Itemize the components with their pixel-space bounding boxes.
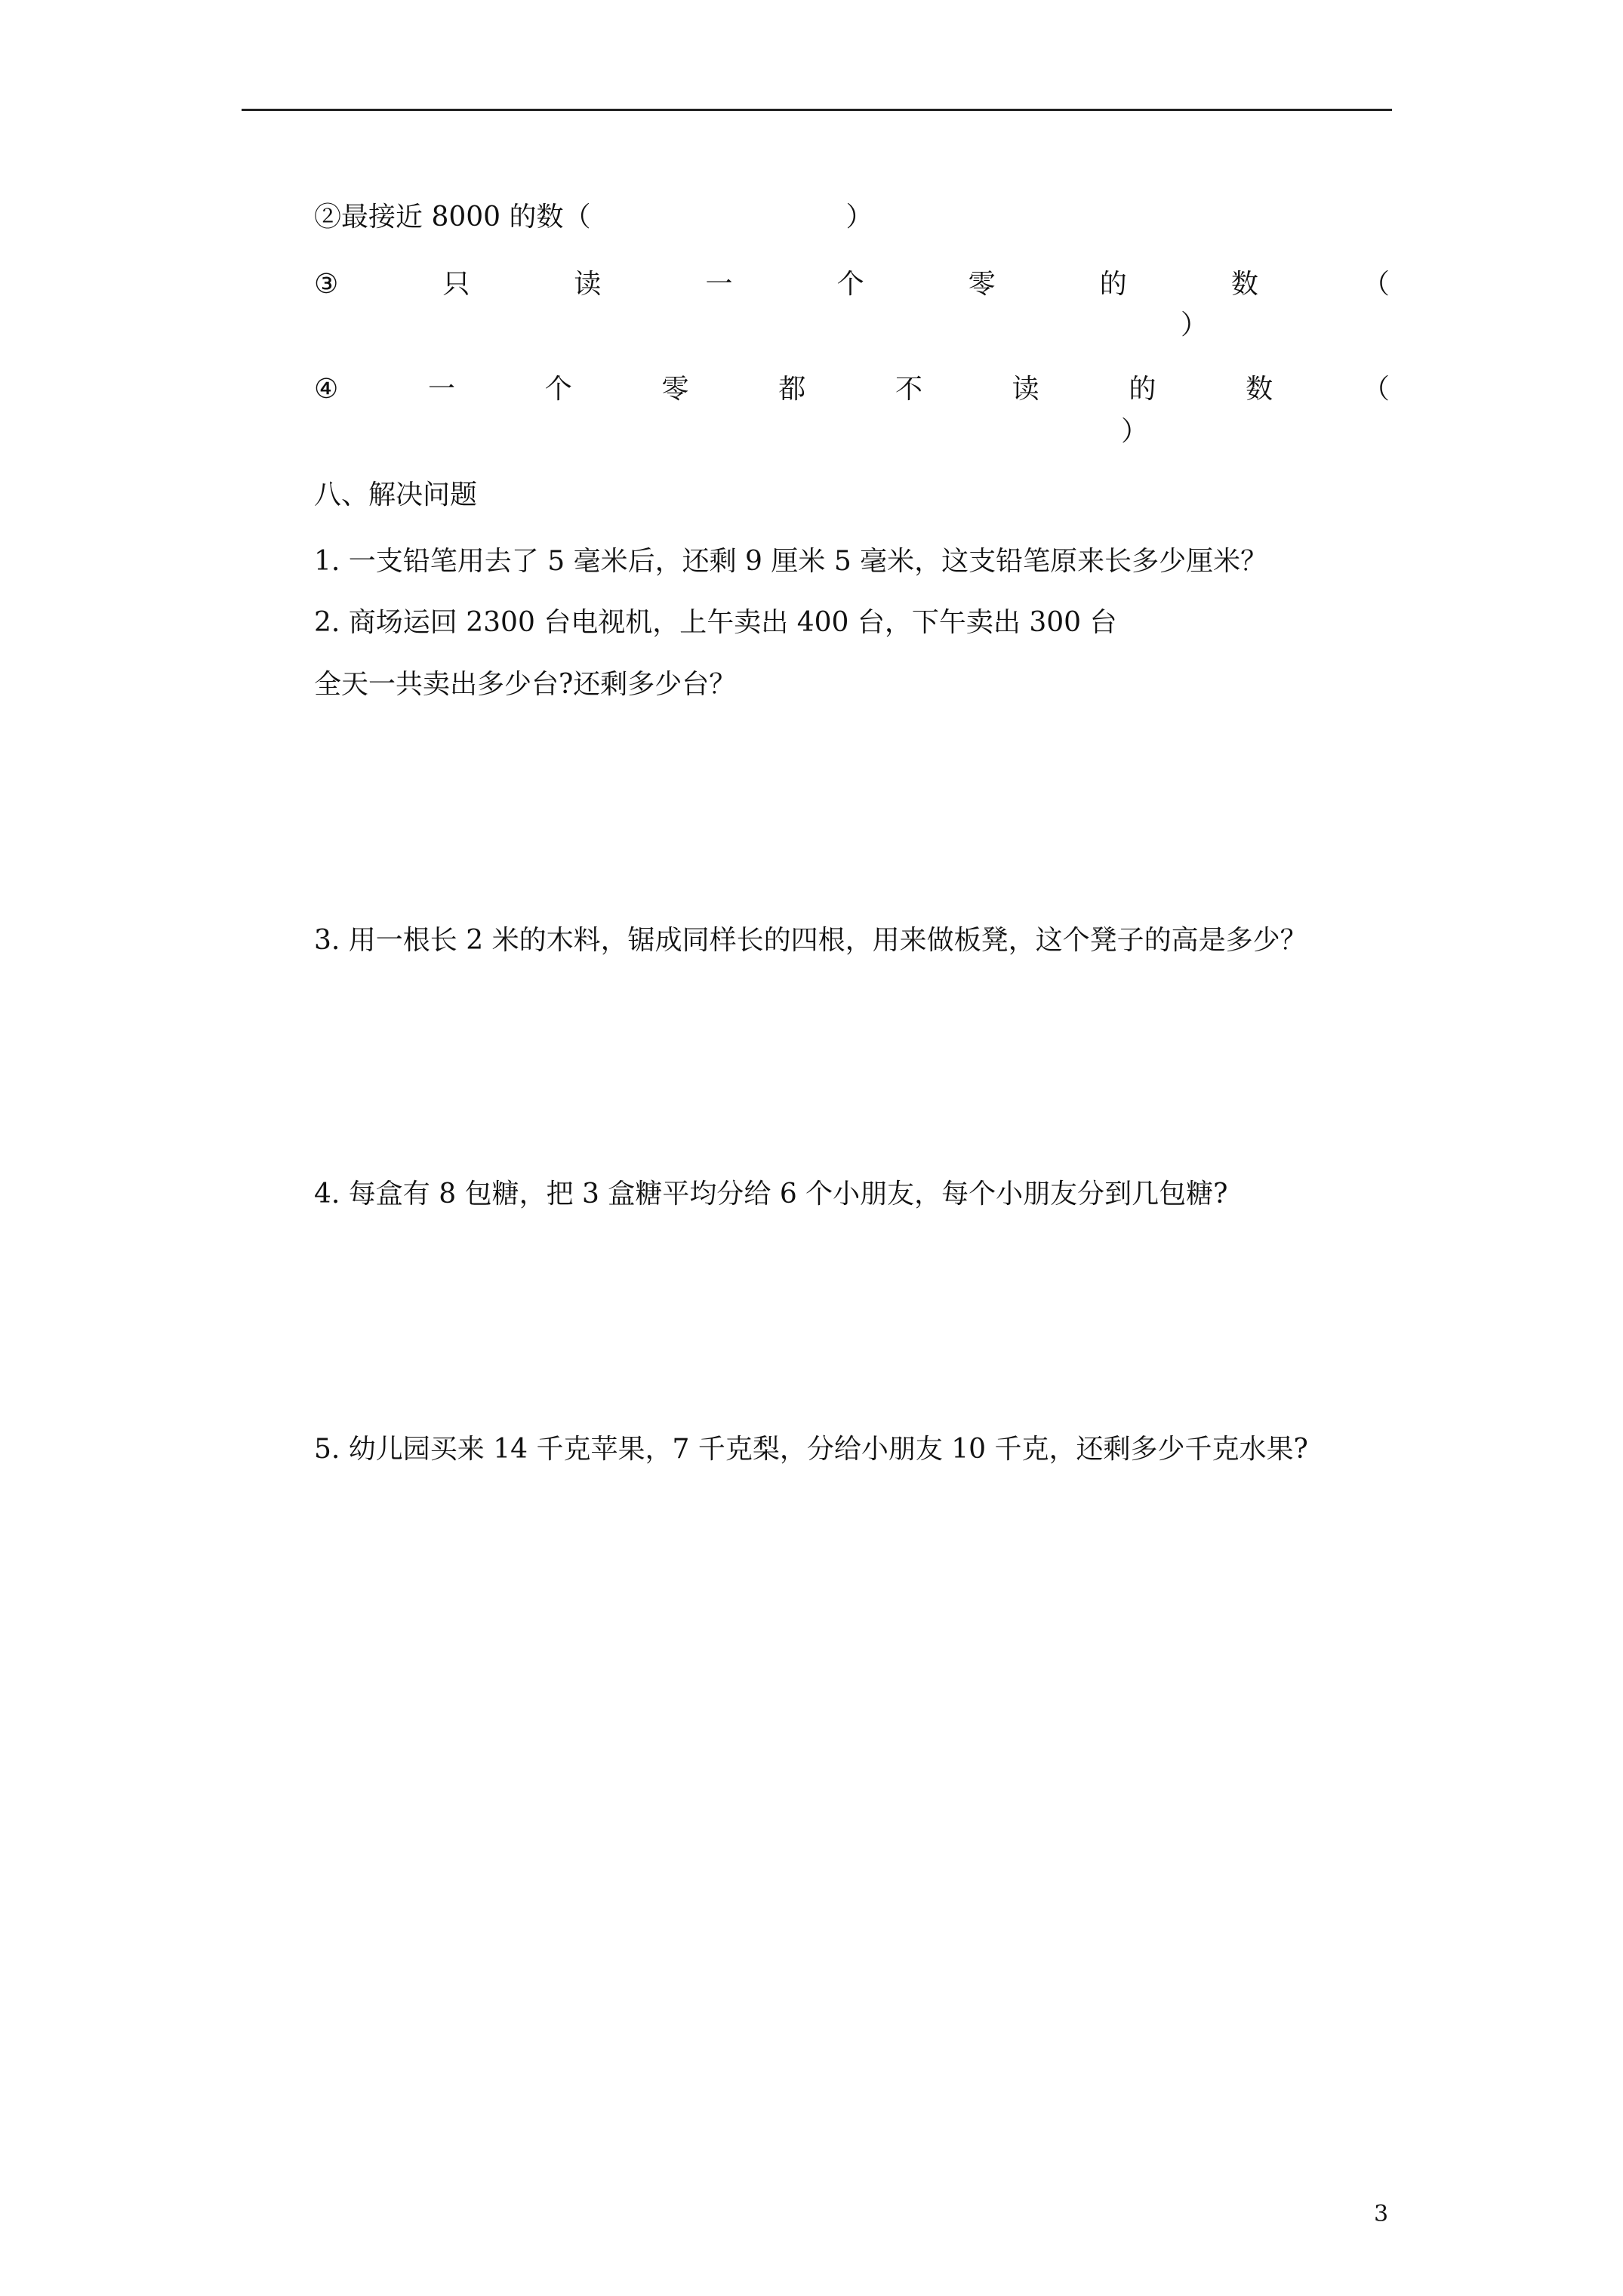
fill-blank-item-2-close: ） <box>845 202 873 233</box>
problem-3: 3. 用一根长 2 米的木料，锯成同样长的四根，用来做板凳，这个凳子的高是多少？ <box>314 925 1307 956</box>
item-3-char: 数 <box>1230 269 1258 300</box>
problem-2: 2. 商场运回 2300 台电视机，上午卖出 400 台，下午卖出 300 台 <box>314 607 1117 638</box>
item-4-char: 都 <box>778 374 806 405</box>
fill-blank-item-2-label: ②最接近 8000 的数（ <box>314 202 591 233</box>
problem-4: 4. 每盒有 8 包糖，把 3 盒糖平均分给 6 个小朋友，每个小朋友分到几包糖? <box>314 1179 1228 1210</box>
item-3-char: 一 <box>705 269 733 300</box>
fill-blank-item-3 <box>314 268 1390 301</box>
item-3-char: 的 <box>1099 269 1127 300</box>
item-4-char: 零 <box>661 374 689 405</box>
page-number: 3 <box>1374 2201 1389 2227</box>
item-3-char: 只 <box>442 269 470 300</box>
header-rule <box>242 109 1392 111</box>
item-3-char: 个 <box>836 269 864 300</box>
item-4-char: 不 <box>895 374 922 405</box>
item-3-char: （ <box>1362 269 1390 300</box>
problem-1: 1. 一支铅笔用去了 5 毫米后，还剩 9 厘米 5 毫米，这支铅笔原来长多少厘米？ <box>314 546 1268 577</box>
item-4-char: （ <box>1362 374 1390 405</box>
item-3-char: 零 <box>968 269 996 300</box>
fill-blank-item-4 <box>314 373 1390 406</box>
problem-2-question: 全天一共卖出多少台?还剩多少台？ <box>314 669 737 700</box>
fill-blank-item-3-close: ） <box>1181 310 1209 341</box>
item-4-char: 个 <box>544 374 572 405</box>
item-4-char: 数 <box>1246 374 1273 405</box>
fill-blank-item-2 <box>314 201 873 234</box>
item-4-char: 读 <box>1012 374 1039 405</box>
item-4-char: ④ <box>314 374 339 405</box>
fill-blank-item-4-close: ） <box>1121 416 1149 447</box>
item-3-char: 读 <box>574 269 602 300</box>
item-4-char: 一 <box>428 374 456 405</box>
section-title: 八、解决问题 <box>314 479 478 510</box>
item-4-char: 的 <box>1129 374 1156 405</box>
problem-5: 5. 幼儿园买来 14 千克苹果，7 千克梨，分给小朋友 10 千克，还剩多少千克水果? <box>314 1434 1308 1465</box>
item-3-char: ③ <box>314 269 339 300</box>
